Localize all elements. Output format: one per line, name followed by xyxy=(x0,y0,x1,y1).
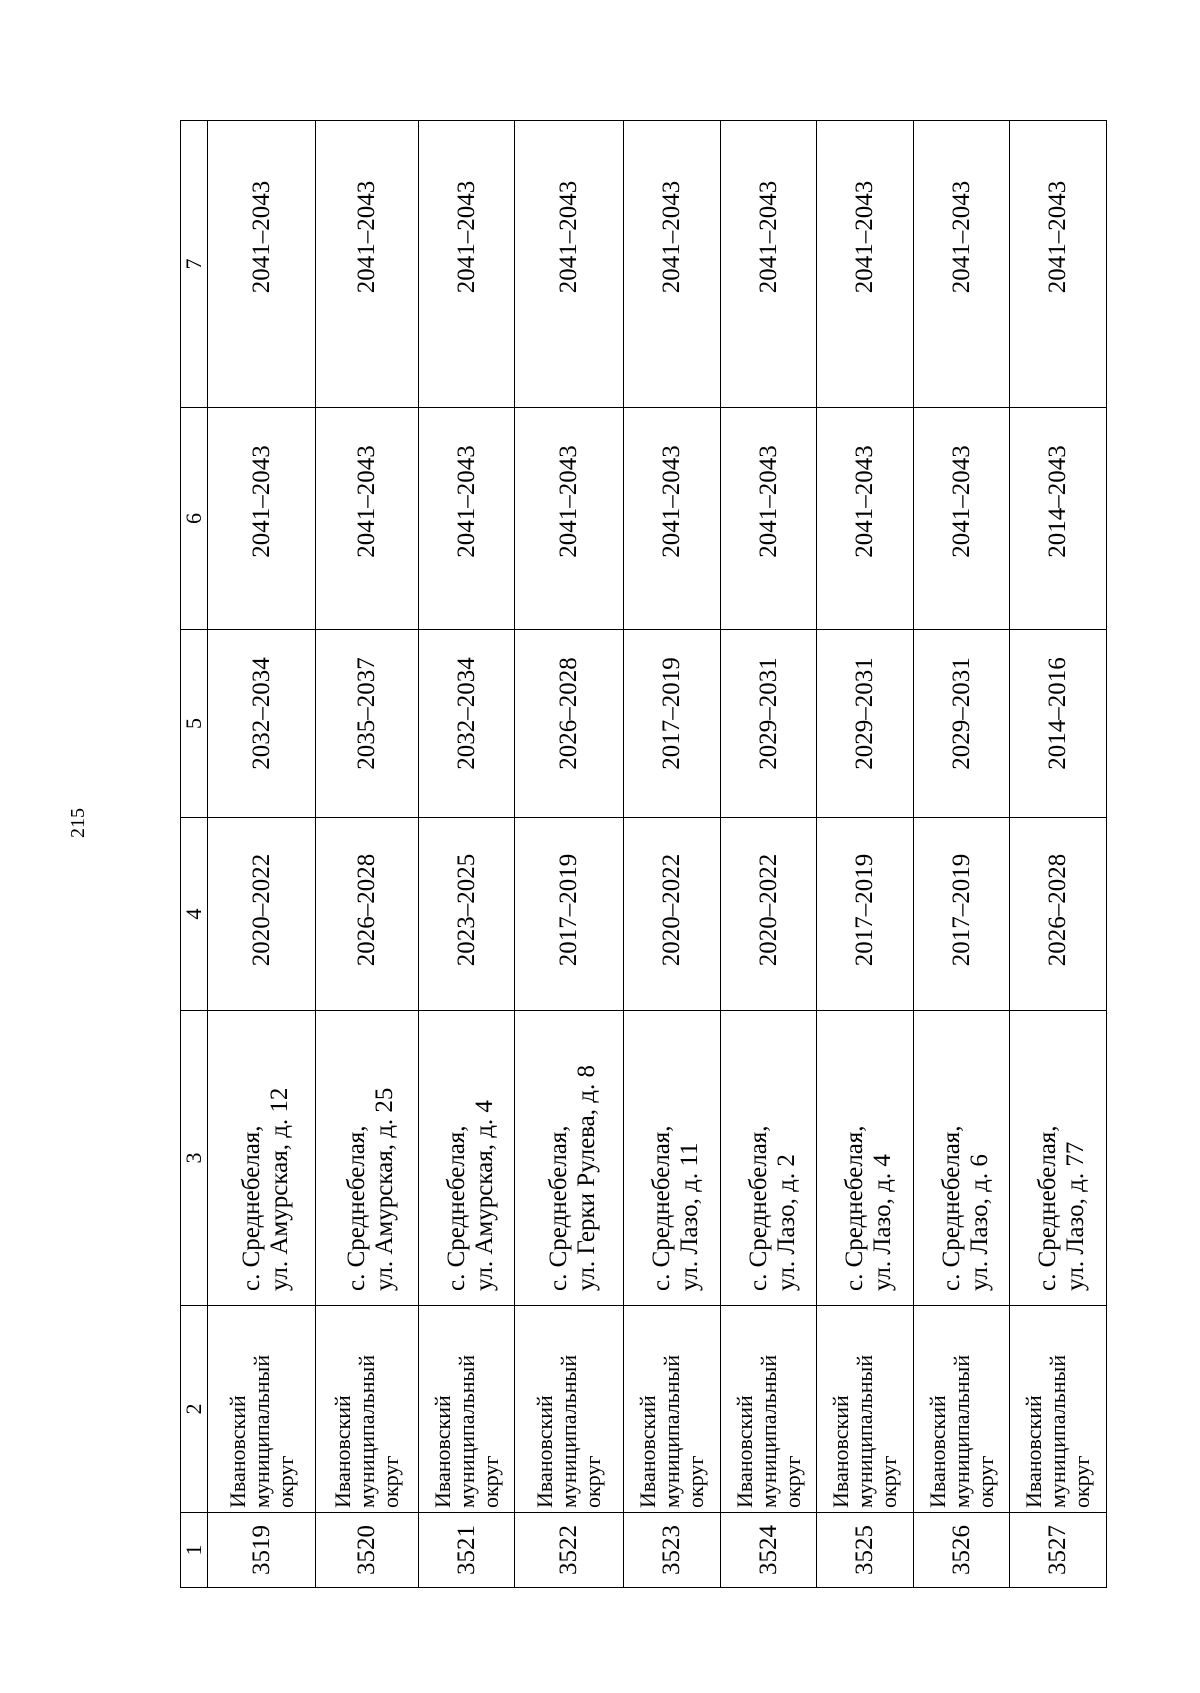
district-line: Ивановский xyxy=(329,1395,355,1508)
period-value: 2041–2043 xyxy=(555,180,583,294)
row-number: 3523 xyxy=(624,1513,721,1588)
period-value: 2041–2043 xyxy=(658,180,686,294)
period-cell-7 xyxy=(817,121,914,408)
period-cell-4 xyxy=(208,818,316,1011)
district-line: Ивановский xyxy=(532,1395,558,1508)
period-value: 2041–2043 xyxy=(851,445,879,558)
period-value: 2014–2043 xyxy=(1044,445,1072,558)
period-value: 2017–2019 xyxy=(851,853,879,967)
row-number: 3522 xyxy=(515,1513,624,1588)
address-line: ул. Лазо, д. 2 xyxy=(772,1154,800,1291)
district-cell xyxy=(913,1306,1010,1513)
period-cell-5 xyxy=(817,630,914,818)
period-value: 2041–2043 xyxy=(247,180,275,294)
col-header-2: 2 xyxy=(181,1306,208,1513)
period-value: 2041–2043 xyxy=(555,445,583,558)
period-value: 2041–2043 xyxy=(247,445,275,558)
period-cell-7 xyxy=(624,121,721,408)
period-cell-5 xyxy=(515,630,624,818)
district-line: муниципальный xyxy=(755,1354,781,1508)
period-cell-4 xyxy=(913,818,1010,1011)
schedule-table xyxy=(180,120,1107,1588)
period-cell-6 xyxy=(1010,408,1107,630)
district-line: муниципальный xyxy=(1045,1354,1071,1508)
period-value: 2026–2028 xyxy=(352,853,380,967)
table-row xyxy=(913,121,1010,1588)
period-value: 2017–2019 xyxy=(947,853,975,967)
row-number: 3527 xyxy=(1010,1513,1107,1588)
district-cell xyxy=(720,1306,817,1513)
col-header-5: 5 xyxy=(181,630,208,818)
period-value: 2032–2034 xyxy=(247,657,275,770)
district-line: муниципальный xyxy=(852,1354,878,1508)
address-cell xyxy=(1010,1011,1107,1306)
period-value: 2041–2043 xyxy=(1044,180,1072,294)
row-number: 3526 xyxy=(913,1513,1010,1588)
col-header-7: 7 xyxy=(181,121,208,408)
period-cell-7 xyxy=(515,121,624,408)
period-value: 2020–2022 xyxy=(754,853,782,967)
district-line: округ xyxy=(580,1455,606,1508)
period-cell-6 xyxy=(418,408,515,630)
address-cell xyxy=(515,1011,624,1306)
address-line: с. Среднебелая, xyxy=(937,1125,965,1291)
period-value: 2041–2043 xyxy=(947,445,975,558)
period-value: 2020–2022 xyxy=(658,853,686,967)
address-cell xyxy=(624,1011,721,1306)
period-cell-4 xyxy=(817,818,914,1011)
period-cell-5 xyxy=(208,630,316,818)
period-cell-5 xyxy=(418,630,515,818)
period-value: 2041–2043 xyxy=(754,180,782,294)
table-row xyxy=(817,121,914,1588)
col-header-3: 3 xyxy=(181,1011,208,1306)
district-cell xyxy=(418,1306,515,1513)
address-cell xyxy=(817,1011,914,1306)
row-number: 3524 xyxy=(720,1513,817,1588)
district-line: Ивановский xyxy=(635,1395,661,1508)
address-line: ул. Амурская, д. 25 xyxy=(370,1087,398,1291)
district-line: округ xyxy=(779,1455,805,1508)
period-value: 2026–2028 xyxy=(1044,853,1072,967)
period-value: 2017–2019 xyxy=(658,657,686,770)
period-value: 2020–2022 xyxy=(247,853,275,967)
period-value: 2032–2034 xyxy=(452,657,480,770)
period-value: 2035–2037 xyxy=(352,657,380,770)
period-value: 2041–2043 xyxy=(658,445,686,558)
address-line: ул. Лазо, д. 4 xyxy=(869,1154,897,1291)
district-line: муниципальный xyxy=(248,1354,274,1508)
district-line: округ xyxy=(683,1455,709,1508)
period-cell-4 xyxy=(624,818,721,1011)
district-line: муниципальный xyxy=(453,1354,479,1508)
period-value: 2023–2025 xyxy=(452,853,480,967)
district-cell xyxy=(1010,1306,1107,1513)
address-cell xyxy=(316,1011,419,1306)
period-value: 2017–2019 xyxy=(555,853,583,967)
address-cell xyxy=(913,1011,1010,1306)
period-value: 2041–2043 xyxy=(352,180,380,294)
header-row xyxy=(181,121,208,1588)
period-cell-4 xyxy=(1010,818,1107,1011)
period-cell-5 xyxy=(1010,630,1107,818)
address-line: ул. Герки Рулева, д. 8 xyxy=(573,1065,601,1291)
period-value: 2041–2043 xyxy=(754,445,782,558)
period-value: 2041–2043 xyxy=(851,180,879,294)
district-line: округ xyxy=(876,1455,902,1508)
period-cell-7 xyxy=(913,121,1010,408)
period-cell-4 xyxy=(316,818,419,1011)
district-line: муниципальный xyxy=(948,1354,974,1508)
address-line: ул. Амурская, д. 12 xyxy=(265,1087,293,1291)
district-cell xyxy=(624,1306,721,1513)
address-line: с. Среднебелая, xyxy=(841,1125,869,1291)
period-value: 2029–2031 xyxy=(947,657,975,770)
period-value: 2041–2043 xyxy=(452,180,480,294)
district-line: Ивановский xyxy=(224,1395,250,1508)
period-cell-6 xyxy=(817,408,914,630)
table-row xyxy=(624,121,721,1588)
table-row xyxy=(418,121,515,1588)
page-number: 215 xyxy=(67,808,89,838)
district-cell xyxy=(515,1306,624,1513)
period-cell-4 xyxy=(720,818,817,1011)
table-row xyxy=(1010,121,1107,1588)
address-line: ул. Амурская, д. 4 xyxy=(470,1100,498,1291)
period-cell-6 xyxy=(316,408,419,630)
table-row xyxy=(208,121,316,1588)
period-cell-4 xyxy=(418,818,515,1011)
period-value: 2041–2043 xyxy=(352,445,380,558)
district-line: муниципальный xyxy=(659,1354,685,1508)
district-line: округ xyxy=(972,1455,998,1508)
table-row xyxy=(515,121,624,1588)
address-line: с. Среднебелая, xyxy=(545,1125,573,1291)
row-number: 3519 xyxy=(208,1513,316,1588)
district-line: Ивановский xyxy=(828,1395,854,1508)
district-line: округ xyxy=(377,1455,403,1508)
address-cell xyxy=(720,1011,817,1306)
address-line: с. Среднебелая, xyxy=(342,1125,370,1291)
table-row xyxy=(316,121,419,1588)
address-cell xyxy=(418,1011,515,1306)
address-line: с. Среднебелая, xyxy=(442,1125,470,1291)
district-line: Ивановский xyxy=(429,1395,455,1508)
period-cell-6 xyxy=(624,408,721,630)
address-line: ул. Лазо, д. 11 xyxy=(676,1142,704,1291)
district-cell xyxy=(817,1306,914,1513)
period-cell-7 xyxy=(316,121,419,408)
period-value: 2041–2043 xyxy=(947,180,975,294)
row-number: 3520 xyxy=(316,1513,419,1588)
district-line: муниципальный xyxy=(556,1354,582,1508)
address-line: с. Среднебелая, xyxy=(648,1125,676,1291)
period-cell-7 xyxy=(720,121,817,408)
address-line: с. Среднебелая, xyxy=(744,1125,772,1291)
table-row xyxy=(720,121,817,1588)
period-cell-5 xyxy=(720,630,817,818)
address-line: с. Среднебелая, xyxy=(1034,1125,1062,1291)
period-cell-7 xyxy=(208,121,316,408)
address-line: с. Среднебелая, xyxy=(237,1125,265,1291)
period-cell-5 xyxy=(913,630,1010,818)
district-line: округ xyxy=(272,1455,298,1508)
col-header-6: 6 xyxy=(181,408,208,630)
period-cell-6 xyxy=(208,408,316,630)
period-value: 2029–2031 xyxy=(754,657,782,770)
district-line: Ивановский xyxy=(731,1395,757,1508)
period-value: 2014–2016 xyxy=(1044,657,1072,770)
district-cell xyxy=(316,1306,419,1513)
period-cell-7 xyxy=(1010,121,1107,408)
period-cell-6 xyxy=(913,408,1010,630)
col-header-4: 4 xyxy=(181,818,208,1011)
col-header-1: 1 xyxy=(181,1513,208,1588)
district-line: муниципальный xyxy=(353,1354,379,1508)
period-cell-6 xyxy=(720,408,817,630)
address-cell xyxy=(208,1011,316,1306)
period-cell-4 xyxy=(515,818,624,1011)
district-line: Ивановский xyxy=(924,1395,950,1508)
period-cell-6 xyxy=(515,408,624,630)
address-line: ул. Лазо, д. 77 xyxy=(1062,1141,1090,1291)
period-value: 2026–2028 xyxy=(555,657,583,770)
district-line: Ивановский xyxy=(1021,1395,1047,1508)
period-cell-5 xyxy=(624,630,721,818)
row-number: 3525 xyxy=(817,1513,914,1588)
period-value: 2041–2043 xyxy=(452,445,480,558)
period-cell-5 xyxy=(316,630,419,818)
district-line: округ xyxy=(477,1455,503,1508)
district-line: округ xyxy=(1069,1455,1095,1508)
period-cell-7 xyxy=(418,121,515,408)
address-line: ул. Лазо, д. 6 xyxy=(965,1154,993,1291)
district-cell xyxy=(208,1306,316,1513)
row-number: 3521 xyxy=(418,1513,515,1588)
period-value: 2029–2031 xyxy=(851,657,879,770)
